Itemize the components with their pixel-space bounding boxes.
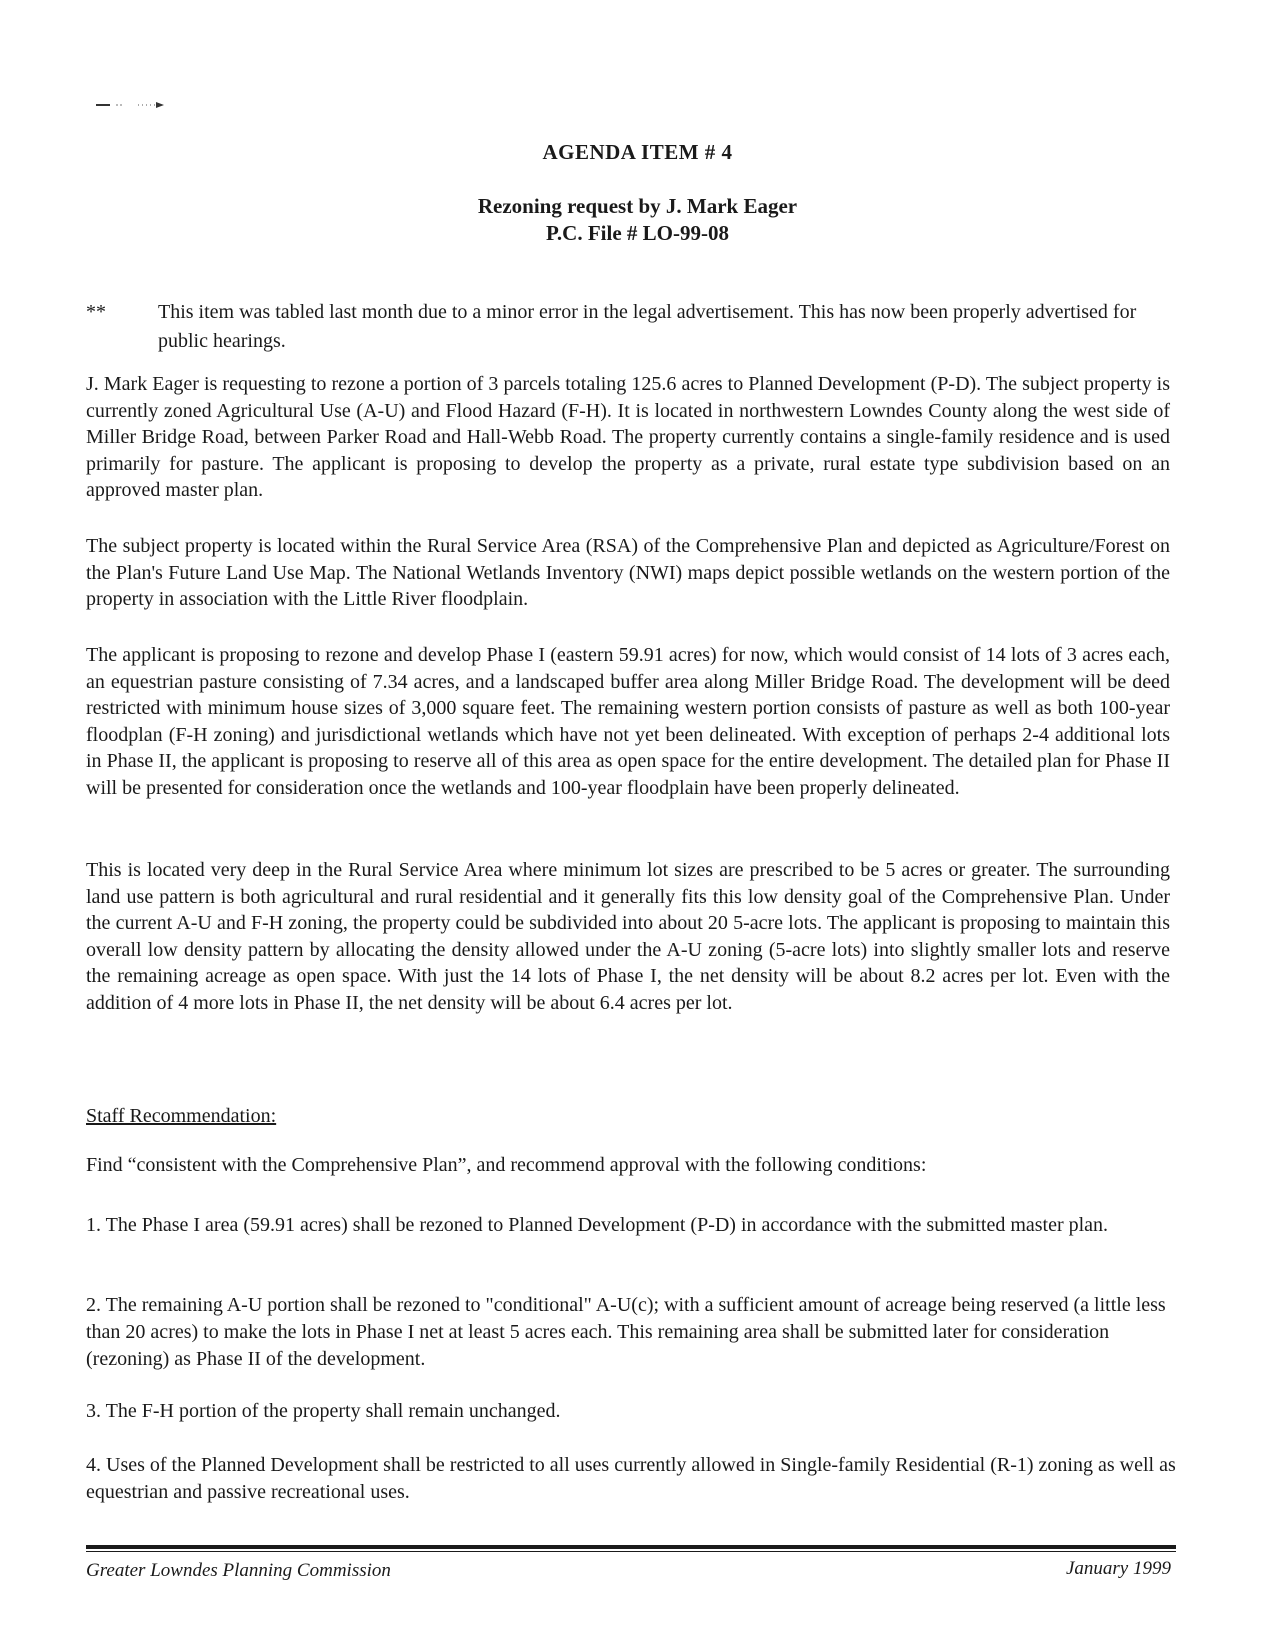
condition-item: 2. The remaining A-U portion shall be rezoned to "conditional" A-U(c); with a sufficient amount of acreage being reserved (a little less than 20 acres) to make the lots in Phase I net at least 5 acres each. This remaining area shall be submitted later for consideration (rezoning) as Phase II of the development. (86, 1294, 1166, 1370)
condition-item: 3. The F-H portion of the property shall remain unchanged. (86, 1400, 561, 1422)
note-text: This item was tabled last month due to a minor error in the legal advertisement. This has now been properly advertised for public hearings. (158, 301, 1137, 352)
file-number: P.C. File # LO-99-08 (546, 221, 729, 245)
footer-date: January 1999 (1065, 1558, 1171, 1579)
rezoning-request-title: Rezoning request by J. Mark Eager (477, 194, 798, 218)
staff-recommendation-heading: Staff Recommendation: (86, 1105, 277, 1127)
body-paragraph-request: J. Mark Eager is requesting to rezone a portion of 3 parcels totaling 125.6 acres to Planned Development (P-D). The subject property is currently zoned Agricultural Use (A-U) and Flood Hazard (F-H). It is located in northwestern Lowndes County along the west side of Miller Bridge Road, between Parker Road and Hall-Webb Road. The property currently contains a single-family residence and is used primarily for pasture. The applicant is proposing to develop the property as a private, rural estate type subdivision based on an approved master plan. (86, 373, 1170, 501)
scan-artifact-mark (96, 102, 166, 108)
body-paragraph-phases: The applicant is proposing to rezone and develop Phase I (eastern 59.91 acres) for now, which would consist of 14 lots of 3 acres each, an equestrian pasture consisting of 7.34 acres, and a landscaped buffer area along Miller Bridge Road. The development will be deed restricted with minimum house sizes of 3,000 square feet. The remaining western portion consists of pasture as well as both 100-year floodplan (F-H zoning) and jurisdictional wetlands which have not yet been delineated. With exception of perhaps 2-4 additional lots in Phase II, the applicant is proposing to reserve all of this area as open space for the entire development. The detailed plan for Phase II will be presented for consideration once the wetlands and 100-year floodplain have been properly delineated. (86, 644, 1170, 799)
agenda-item-heading: AGENDA ITEM # 4 (542, 140, 733, 164)
tabled-note (86, 298, 1146, 356)
footer-organization: Greater Lowndes Planning Commission (86, 1560, 391, 1581)
condition-item: 4. Uses of the Planned Development shall be restricted to all uses currently allowed in Single-family Residential (R-1) zoning as well as equestrian and passive recreational uses. (86, 1454, 1176, 1503)
note-marker: ** (86, 301, 106, 323)
body-paragraph-location: The subject property is located within the Rural Service Area (RSA) of the Comprehensive Plan and depicted as Agriculture/Forest on the Plan's Future Land Use Map. The National Wetlands Inventory (NWI) maps depict possible wetlands on the western portion of the property in association with the Little River floodplain. (86, 535, 1170, 610)
condition-item: 1. The Phase I area (59.91 acres) shall be rezoned to Planned Development (P-D) in accordance with the submitted master plan. (86, 1214, 1109, 1236)
body-paragraph-density: This is located very deep in the Rural Service Area where minimum lot sizes are prescribed to be 5 acres or greater. The surrounding land use pattern is both agricultural and rural residential and it generally fits this low density goal of the Comprehensive Plan. Under the current A-U and F-H zoning, the property could be subdivided into about 20 5-acre lots. The applicant is proposing to maintain this overall low density pattern by allocating the density allowed under the A-U zoning (5-acre lots) into slightly smaller lots and reserve the remaining acreage as open space. With just the 14 lots of Phase I, the net density will be about 8.2 acres per lot. Even with the addition of 4 more lots in Phase II, the net density will be about 6.4 acres per lot. (86, 859, 1170, 1014)
footer-rule-thick (86, 1545, 1176, 1549)
footer-rule-thin (86, 1551, 1176, 1552)
recommendation-intro: Find “consistent with the Comprehensive Plan”, and recommend approval with the following conditions: (86, 1154, 927, 1176)
